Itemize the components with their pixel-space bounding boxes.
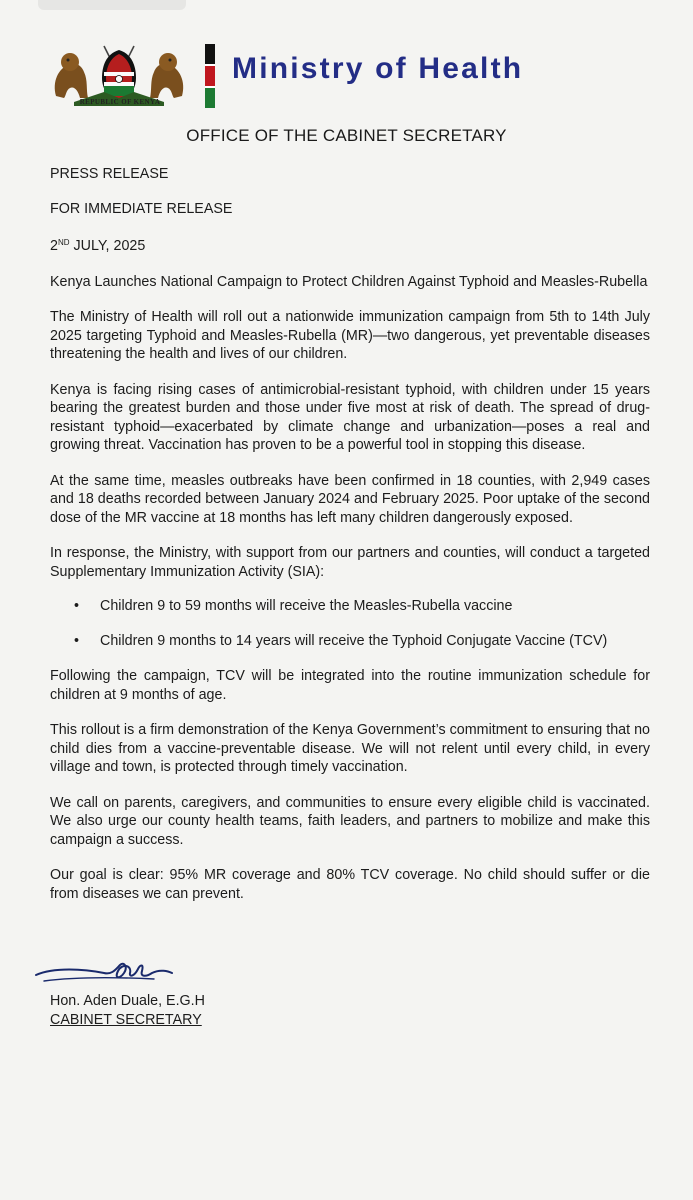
paragraph-5: Following the campaign, TCV will be integrated into the routine immunization schedule for children at 9 months of age.	[50, 668, 650, 703]
office-title: OFFICE OF THE CABINET SECRETARY	[186, 126, 507, 145]
sia-bullet-list	[50, 597, 650, 650]
release-timing: FOR IMMEDIATE RELEASE	[50, 200, 233, 217]
headline: Kenya Launches National Campaign to Protect Children Against Typhoid and Measles-Rubella	[50, 273, 648, 290]
paragraph-6: This rollout is a firm demonstration of the Kenya Government’s commitment to ensuring that no child dies from a vaccine-preventable disease. We will not relent until every child, in every village and town, is protected through timely vaccination.	[50, 722, 650, 775]
paragraph-7: We call on parents, caregivers, and communities to ensure every eligible child is vaccinated. We also urge our county health teams, faith leaders, and partners to mobilize and make this campaign a success.	[50, 794, 650, 848]
release-date	[50, 234, 650, 256]
flag-stripe-icon	[205, 44, 215, 108]
crest-caption: REPUBLIC OF KENYA	[79, 98, 161, 106]
paragraph-8: Our goal is clear: 95% MR coverage and 80% TCV coverage. No child should suffer or die from diseases we can prevent.	[50, 867, 650, 902]
date-rest: JULY, 2025	[69, 238, 146, 254]
signature-icon	[34, 955, 174, 995]
paragraph-3: At the same time, measles outbreaks have been confirmed in 18 counties, with 2,949 cases and 18 deaths recorded between January 2024 and February 2025. Poor uptake of the second dose of the MR vaccine at 18 months has left many children dangerously exposed.	[50, 472, 650, 526]
paragraph-4: In response, the Ministry, with support from our partners and counties, will conduct a targeted Supplementary Immunization Activity (SIA):	[50, 545, 650, 580]
date-day: 2	[50, 238, 58, 254]
paragraph-1: The Ministry of Health will roll out a nationwide immunization campaign from 5th to 14th July 2025 targeting Typhoid and Measles-Rubella (MR)—two dangerous, yet preventable diseases threatening the health and lives of our children.	[50, 309, 650, 362]
signer-title: CABINET SECRETARY	[50, 1012, 202, 1028]
release-content	[50, 165, 650, 903]
bullet-item-mr: • Children 9 to 59 months will receive the Measles-Rubella vaccine	[50, 597, 650, 616]
ministry-title: Ministry of Health	[232, 52, 524, 85]
release-type: PRESS RELEASE	[50, 166, 169, 182]
date-suffix: ND	[57, 238, 70, 247]
signer-name: Hon. Aden Duale, E.G.H	[50, 993, 205, 1009]
bullet-item-tcv: • Children 9 months to 14 years will receive the Typhoid Conjugate Vaccine (TCV)	[50, 632, 650, 651]
paragraph-2: Kenya is facing rising cases of antimicrobial-resistant typhoid, with children under 15 years bearing the greatest burden and those under five most at risk of death. The spread of drug-resistant typhoid—exacerbated by climate change and urbanization—poses a real and growing threat. Vaccination has proven to be a powerful tool in stopping this disease.	[50, 381, 650, 453]
